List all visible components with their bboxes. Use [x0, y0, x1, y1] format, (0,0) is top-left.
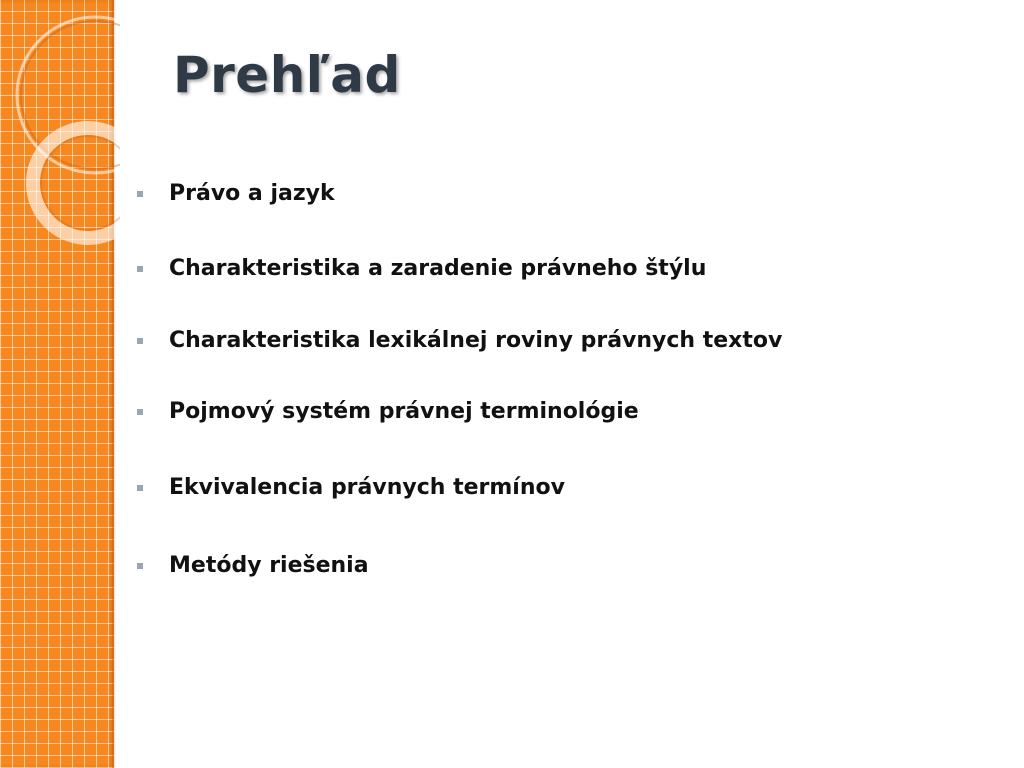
- slide-title: Prehľad: [173, 46, 401, 104]
- bullet-text: Pojmový systém právnej terminológie: [169, 399, 639, 424]
- square-bullet-icon: [137, 266, 143, 272]
- square-bullet-icon: [137, 485, 143, 491]
- list-item: [137, 181, 335, 206]
- list-item: [137, 256, 706, 281]
- square-bullet-icon: [137, 409, 143, 415]
- list-item: [137, 399, 639, 424]
- square-bullet-icon: [137, 191, 143, 197]
- list-item: [137, 328, 782, 353]
- square-bullet-icon: [137, 338, 143, 344]
- bullet-text: Právo a jazyk: [169, 181, 335, 206]
- list-item: [137, 553, 369, 578]
- bullet-text: Charakteristika a zaradenie právneho štýlu: [169, 256, 707, 281]
- circle-rings-decoration: [0, 0, 120, 260]
- bullet-text: Ekvivalencia právnych termínov: [169, 475, 565, 500]
- list-item: [137, 475, 565, 500]
- bullet-text: Charakteristika lexikálnej roviny právnych textov: [169, 328, 783, 353]
- bullet-text: Metódy riešenia: [169, 553, 369, 578]
- square-bullet-icon: [137, 563, 143, 569]
